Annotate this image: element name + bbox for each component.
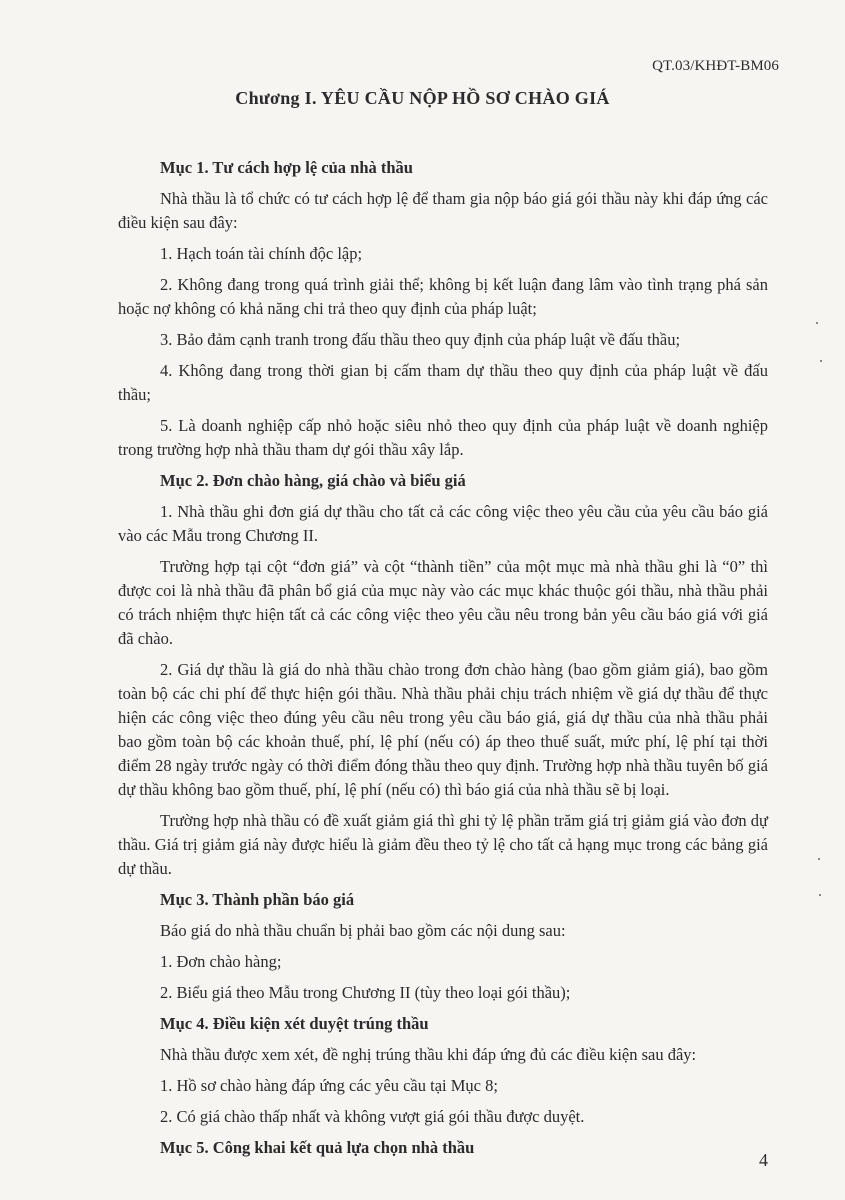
section-2-heading: Mục 2. Đơn chào hàng, giá chào và biểu giá — [160, 471, 466, 490]
scan-speck — [819, 894, 821, 896]
section-4-item-2: 2. Có giá chào thấp nhất và không vượt giá gói thầu được duyệt. — [160, 1107, 585, 1126]
section-4-heading: Mục 4. Điều kiện xét duyệt trúng thầu — [160, 1014, 429, 1033]
section-3-intro: Báo giá do nhà thầu chuẩn bị phải bao gồm các nội dung sau: — [160, 921, 566, 940]
scan-speck — [816, 322, 818, 324]
section-4-item-1: 1. Hồ sơ chào hàng đáp ứng các yêu cầu tại Mục 8; — [160, 1076, 498, 1095]
section-3-item-1: 1. Đơn chào hàng; — [160, 952, 282, 971]
section-4-intro: Nhà thầu được xem xét, đề nghị trúng thầu khi đáp ứng đủ các điều kiện sau đây: — [160, 1045, 697, 1064]
section-5-heading: Mục 5. Công khai kết quả lựa chọn nhà thầu — [160, 1138, 475, 1157]
scan-speck — [818, 858, 820, 860]
chapter-title: Chương I. YÊU CẦU NỘP HỒ SƠ CHÀO GIÁ — [235, 88, 610, 108]
section-1-item-5: 5. Là doanh nghiệp cấp nhỏ hoặc siêu nhỏ theo quy định của pháp luật về doanh nghiệp trong trường hợp nhà thầu tham dự gói thầu xây lắp. — [118, 416, 768, 459]
scan-speck — [820, 360, 822, 362]
section-1-item-2: 2. Không đang trong quá trình giải thể; không bị kết luận đang lâm vào tình trạng phá sản hoặc nợ không có khả năng chi trả theo quy định của pháp luật; — [118, 275, 768, 318]
document-body — [118, 156, 768, 1167]
section-1-item-4: 4. Không đang trong thời gian bị cấm tham dự thầu theo quy định của pháp luật về đấu thầu; — [118, 361, 768, 404]
section-1-item-1: 1. Hạch toán tài chính độc lập; — [160, 244, 363, 263]
section-2-paragraph-4: Trường hợp nhà thầu có đề xuất giảm giá thì ghi tỷ lệ phần trăm giá trị giảm giá vào đơn dự thầu. Giá trị giảm giá này được hiểu là giảm đều theo tỷ lệ cho tất cả hạng mục trong các bảng giá dự thầu. — [118, 811, 768, 878]
section-2-paragraph-1: 1. Nhà thầu ghi đơn giá dự thầu cho tất cả các công việc theo yêu cầu của yêu cầu báo giá vào các Mẫu trong Chương II. — [118, 502, 768, 545]
section-1-item-3: 3. Bảo đảm cạnh tranh trong đấu thầu theo quy định của pháp luật về đấu thầu; — [160, 330, 681, 349]
section-2-paragraph-3: 2. Giá dự thầu là giá do nhà thầu chào trong đơn chào hàng (bao gồm giảm giá), bao gồm toàn bộ các chi phí để thực hiện gói thầu. Nhà thầu phải chịu trách nhiệm về giá dự thầu để thực hiện các công việc theo đúng yêu cầu nêu trong yêu cầu báo giá, giá dự thầu của nhà thầu phải bao gồm toàn bộ các khoản thuế, phí, lệ phí (nếu có) áp theo thuế suất, mức phí, lệ phí tại thời điểm 28 ngày trước ngày có thời điểm đóng thầu theo quy định. Trường hợp nhà thầu tuyên bố giá dự thầu không bao gồm thuế, phí, lệ phí (nếu có) thì báo giá của nhà thầu sẽ bị loại. — [118, 660, 768, 799]
section-2-paragraph-2: Trường hợp tại cột “đơn giá” và cột “thành tiền” của một mục mà nhà thầu ghi là “0” thì được coi là nhà thầu đã phân bổ giá của mục này vào các mục khác thuộc gói thầu, nhà thầu phải có trách nhiệm thực hiện tất cả các công việc theo yêu cầu nêu trong bản yêu cầu báo giá với giá đã chào. — [118, 557, 768, 648]
section-3-heading: Mục 3. Thành phần báo giá — [160, 890, 355, 909]
section-3-item-2: 2. Biểu giá theo Mẫu trong Chương II (tùy theo loại gói thầu); — [160, 983, 571, 1002]
document-code: QT.03/KHĐT-BM06 — [652, 58, 779, 74]
section-1-heading: Mục 1. Tư cách hợp lệ của nhà thầu — [160, 158, 413, 177]
section-1-intro: Nhà thầu là tổ chức có tư cách hợp lệ để tham gia nộp báo giá gói thầu này khi đáp ứng các điều kiện sau đây: — [118, 189, 768, 232]
page-number: 4 — [759, 1150, 768, 1170]
